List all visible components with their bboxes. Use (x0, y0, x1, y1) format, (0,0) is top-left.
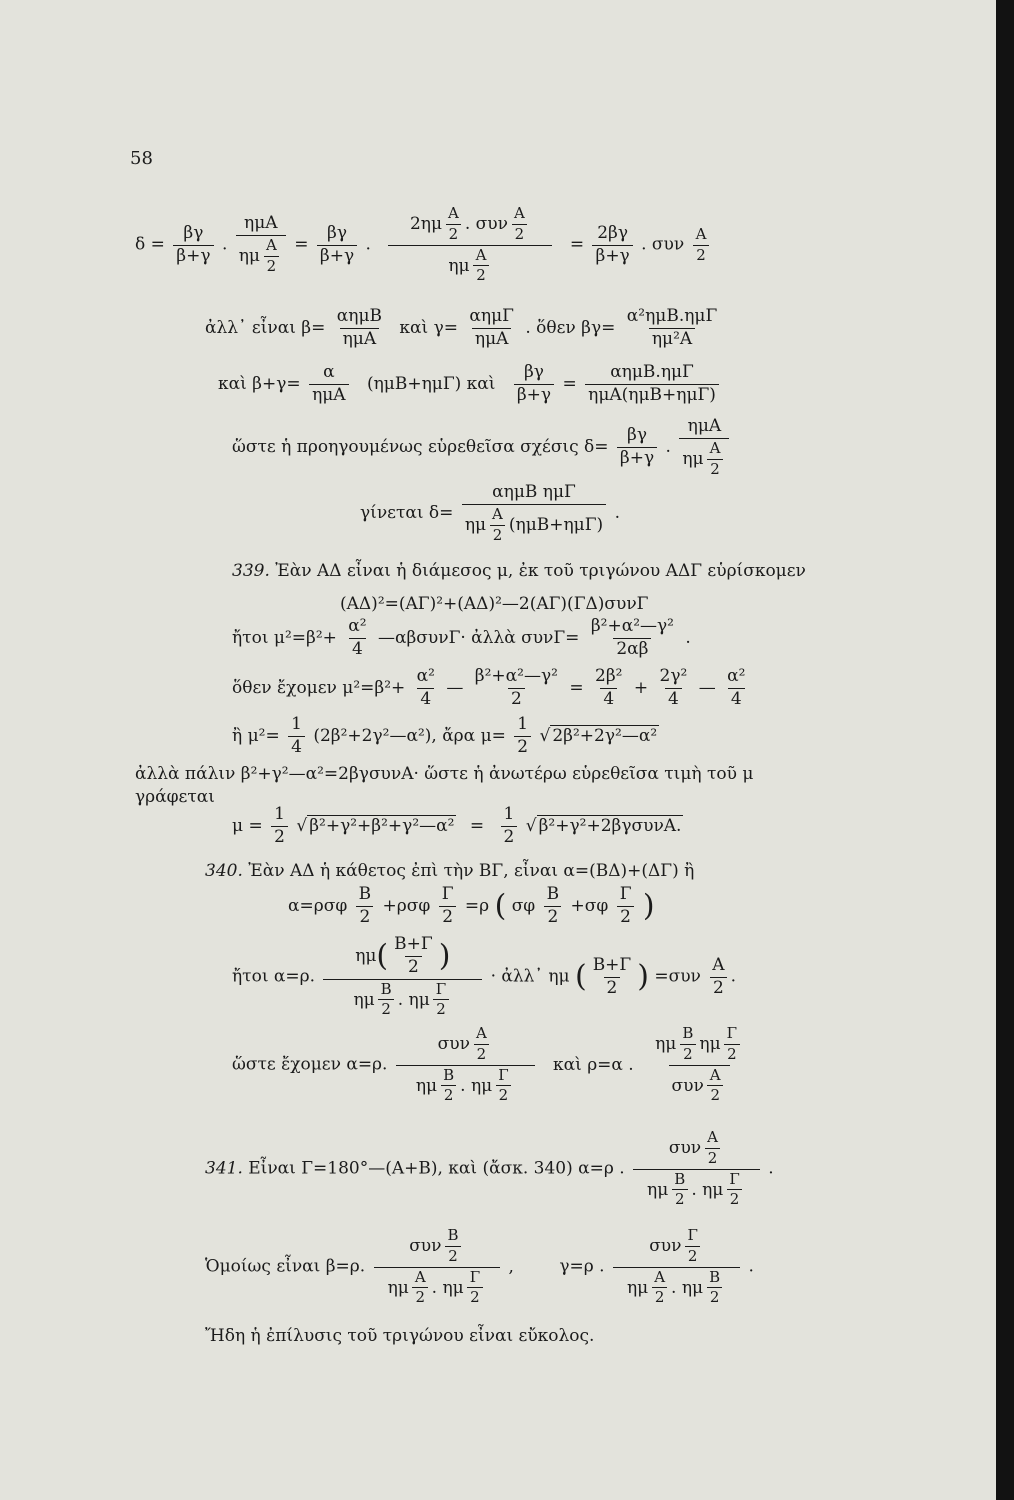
fraction: ημΑ ημ $\frac{A}{2}$ (236, 215, 286, 274)
fraction: $\frac{\beta\gamma}{\beta+\gamma}$ (173, 225, 213, 266)
fraction: $\frac{\beta\gamma}{\beta+\gamma}$ (317, 225, 357, 266)
equation-beta: ἀλλ᾽ εἶναι β= αημΒ ημΑ καὶ γ= αημΓ ημΑ . ὅθεν βγ= α²ημΒ.ημΓ ημ²Α (205, 306, 718, 349)
equation-339-2: ἤτοι μ²=β²+ $\frac{\text{α²}}{4}$ —αβσυνΓ· ἀλλὰ συνΓ= $\frac{\text{β²+α²—γ²}}{2\alpha\beta}$ . (232, 616, 691, 659)
equation-340-3: ὥστε ἔχομεν α=ρ. συν $\frac{A}{2}$ ημ $\frac{B}{2}$ . ημ $\frac{\Gamma}{2}$ καὶ ρ=α . ημ $\frac{B}{2}$ ημ $\frac{\Gamma}{2}$ συν $\frac{A}{2}$ (232, 1026, 749, 1104)
equation-339-3: ὅθεν ἔχομεν μ²=β²+ $\frac{\text{α²}}{4}$ — $\frac{\text{β²+α²—γ²}}{2}$ = $\frac{\text{2β²}}{4}$ + $\frac{\text{2γ²}}{4}$ — $\frac{\text{α²}}{4}$ (232, 666, 746, 709)
text-final: Ἤδη ἡ ἐπίλυσις τοῦ τριγώνου εἶναι εὔκολος. (205, 1326, 595, 1346)
fraction: $\frac{2\beta\gamma}{\beta+\gamma}$ (592, 225, 632, 266)
equation-339-1: (ΑΔ)²=(ΑΓ)²+(ΑΔ)²—2(ΑΓ)(ΓΔ)συνΓ (340, 594, 649, 614)
equation-340-1: α=ρσφ $\frac{B}{2}$ +ρσφ $\frac{\Gamma}{2}$ =ρ ( σφ $\frac{B}{2}$ +σφ $\frac{\Gamma}{2}$ ) (288, 884, 655, 927)
fraction: 2ημ $\frac{A}{2}$ . συν $\frac{A}{2}$ ημ $\frac{A}{2}$ (388, 206, 552, 284)
paragraph-340: 340. Ἐὰν ΑΔ ἡ κάθετος ἐπὶ τὴν ΒΓ, εἶναι α=(ΒΔ)+(ΔΓ) ἢ (205, 861, 695, 881)
equation-hoste: ὥστε ἡ προηγουμένως εὑρεθεῖσα σχέσις δ= $\frac{\beta\gamma}{\beta+\gamma}$ . ημΑ ημ $\frac{A}{2}$ (232, 418, 732, 477)
equation-339-5: μ = $\frac{1}{2}$ √ β²+γ²+β²+γ²—α² = $\frac{1}{2}$ √ β²+γ²+2βγσυνΑ. (232, 804, 682, 847)
equation-339-4: ἢ μ²= $\frac{1}{4}$ (2β²+2γ²—α²), ἄρα μ= $\frac{1}{2}$ √ 2β²+2γ²—α² (232, 714, 658, 757)
equation-341-2: Ὁμοίως εἶναι β=ρ. συν $\frac{B}{2}$ ημ $\frac{A}{2}$ . ημ $\frac{\Gamma}{2}$ , γ=ρ . συν $\frac{\Gamma}{2}$ ημ $\frac{A}{2}$ . ημ $\frac{B}{2}$ . (205, 1226, 754, 1307)
book-spine-edge (996, 0, 1014, 1500)
page-number: 58 (130, 148, 153, 169)
equation-340-2: ἤτοι α=ρ. ημ( $\frac{B+\Gamma}{2}$ ) ημ $\frac{B}{2}$ . ημ $\frac{\Gamma}{2}$ · ἀλλ᾽ ημ ( $\frac{B+\Gamma}{2}$ ) =συν $\frac{A}{2}$ . (232, 934, 736, 1019)
equation-ginetai: γίνεται δ= αημΒ ημΓ ημ $\frac{A}{2}$ (ημΒ+ημΓ) . (360, 482, 620, 544)
equation-delta: δ = $\frac{\beta\gamma}{\beta+\gamma}$ . ημΑ ημ $\frac{A}{2}$ = $\frac{\beta\gamma}{\beta+\gamma}$ . 2ημ $\frac{A}{2}$ . συν $\frac{A}{2}$ ημ $\frac{A}{2}$ = $\frac{2\beta\gamma}{\beta+\gamma}$ . συν $\frac{A}{2}$ (135, 206, 712, 284)
text-339-alla: ἀλλὰ πάλιν β²+γ²—α²=2βγσυνΑ· ὥστε ἡ ἀνωτέρω εὑρεθεῖσα τιμὴ τοῦ μ (135, 764, 754, 784)
text-339-grafetai: γράφεται (135, 787, 215, 807)
paragraph-339: 339. Ἐὰν ΑΔ εἶναι ἡ διάμεσος μ, ἐκ τοῦ τριγώνου ΑΔΓ εὑρίσκομεν (232, 561, 806, 581)
paragraph-341: 341. Εἶναι Γ=180°—(Α+Β), καὶ (ἄσκ. 340) α=ρ . συν $\frac{A}{2}$ ημ $\frac{B}{2}$ . ημ $\frac{\Gamma}{2}$ . (205, 1128, 774, 1209)
equation-sum: καὶ β+γ= α ημΑ (ημΒ+ημΓ) καὶ $\frac{\beta\gamma}{\beta+\gamma}$ = αημΒ.ημΓ ημΑ(ημΒ+ημΓ) (218, 364, 722, 405)
